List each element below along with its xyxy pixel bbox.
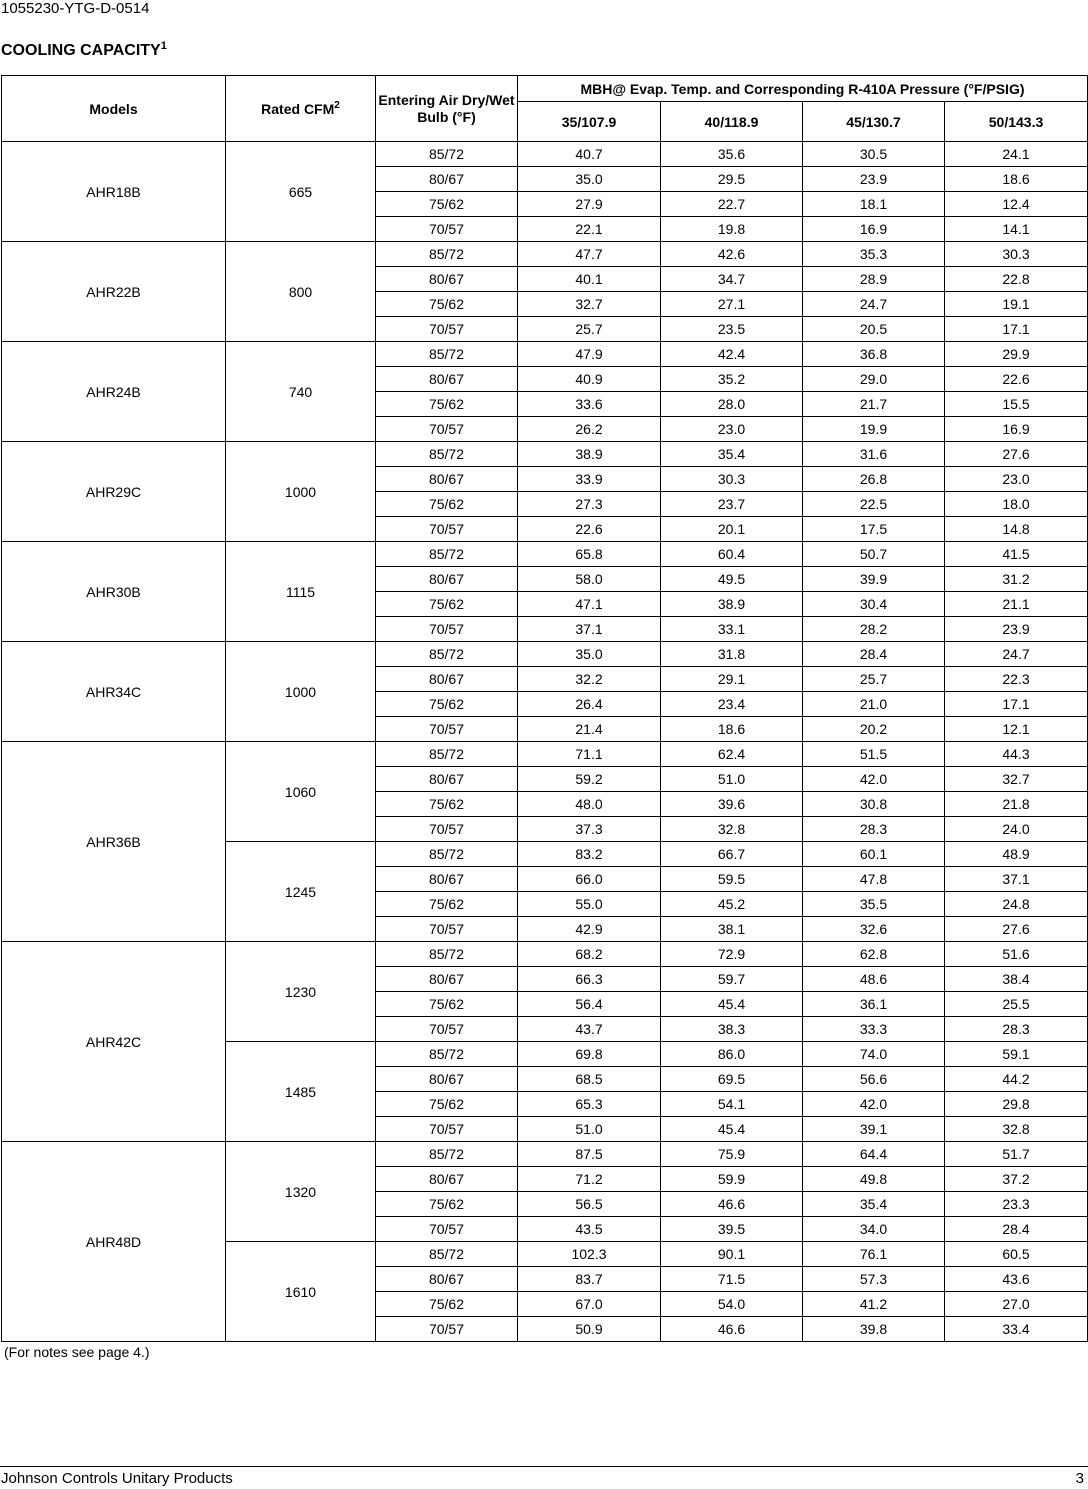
mbh-value-cell: 67.0 <box>518 1292 661 1317</box>
mbh-value-cell: 37.3 <box>518 817 661 842</box>
rated-cfm-cell: 1000 <box>226 642 376 742</box>
rated-cfm-cell: 800 <box>226 242 376 342</box>
mbh-value-cell: 27.6 <box>945 442 1088 467</box>
entering-air-cell: 85/72 <box>376 1042 518 1067</box>
mbh-value-cell: 26.2 <box>518 417 661 442</box>
mbh-value-cell: 90.1 <box>661 1242 803 1267</box>
entering-air-cell: 75/62 <box>376 1292 518 1317</box>
mbh-value-cell: 18.1 <box>803 192 945 217</box>
mbh-value-cell: 31.2 <box>945 567 1088 592</box>
model-cell: AHR24B <box>2 342 226 442</box>
mbh-value-cell: 14.8 <box>945 517 1088 542</box>
entering-air-cell: 85/72 <box>376 242 518 267</box>
mbh-value-cell: 43.6 <box>945 1267 1088 1292</box>
rated-cfm-footnote-marker: 2 <box>334 99 340 111</box>
model-cell: AHR29C <box>2 442 226 542</box>
mbh-value-cell: 42.0 <box>803 1092 945 1117</box>
mbh-value-cell: 71.1 <box>518 742 661 767</box>
mbh-value-cell: 24.7 <box>803 292 945 317</box>
mbh-value-cell: 30.5 <box>803 142 945 167</box>
mbh-value-cell: 19.1 <box>945 292 1088 317</box>
mbh-value-cell: 45.2 <box>661 892 803 917</box>
mbh-value-cell: 35.2 <box>661 367 803 392</box>
mbh-value-cell: 21.4 <box>518 717 661 742</box>
mbh-value-cell: 24.8 <box>945 892 1088 917</box>
mbh-value-cell: 50.9 <box>518 1317 661 1342</box>
table-row <box>2 342 1088 367</box>
mbh-value-cell: 29.1 <box>661 667 803 692</box>
entering-air-cell: 85/72 <box>376 1142 518 1167</box>
mbh-value-cell: 48.9 <box>945 842 1088 867</box>
mbh-value-cell: 29.5 <box>661 167 803 192</box>
mbh-value-cell: 42.9 <box>518 917 661 942</box>
mbh-value-cell: 47.8 <box>803 867 945 892</box>
mbh-value-cell: 20.2 <box>803 717 945 742</box>
mbh-value-cell: 34.0 <box>803 1217 945 1242</box>
model-cell: AHR48D <box>2 1142 226 1342</box>
mbh-value-cell: 22.6 <box>945 367 1088 392</box>
mbh-value-cell: 32.8 <box>661 817 803 842</box>
mbh-value-cell: 51.0 <box>518 1117 661 1142</box>
mbh-value-cell: 25.7 <box>518 317 661 342</box>
footer-company: Johnson Controls Unitary Products <box>1 1470 233 1487</box>
mbh-value-cell: 29.0 <box>803 367 945 392</box>
mbh-value-cell: 33.4 <box>945 1317 1088 1342</box>
mbh-value-cell: 30.3 <box>945 242 1088 267</box>
mbh-value-cell: 40.7 <box>518 142 661 167</box>
mbh-value-cell: 46.6 <box>661 1192 803 1217</box>
mbh-value-cell: 62.4 <box>661 742 803 767</box>
mbh-value-cell: 30.8 <box>803 792 945 817</box>
mbh-value-cell: 28.0 <box>661 392 803 417</box>
entering-air-cell: 85/72 <box>376 342 518 367</box>
table-row <box>2 542 1088 567</box>
mbh-value-cell: 40.9 <box>518 367 661 392</box>
mbh-value-cell: 42.6 <box>661 242 803 267</box>
table-row <box>2 942 1088 967</box>
entering-air-cell: 70/57 <box>376 517 518 542</box>
mbh-value-cell: 27.1 <box>661 292 803 317</box>
mbh-value-cell: 46.6 <box>661 1317 803 1342</box>
mbh-value-cell: 51.5 <box>803 742 945 767</box>
entering-air-cell: 80/67 <box>376 1067 518 1092</box>
mbh-value-cell: 56.6 <box>803 1067 945 1092</box>
mbh-value-cell: 66.7 <box>661 842 803 867</box>
mbh-value-cell: 23.0 <box>661 417 803 442</box>
entering-air-cell: 70/57 <box>376 1217 518 1242</box>
mbh-value-cell: 38.9 <box>518 442 661 467</box>
mbh-value-cell: 45.4 <box>661 992 803 1017</box>
mbh-value-cell: 54.1 <box>661 1092 803 1117</box>
entering-air-cell: 80/67 <box>376 767 518 792</box>
mbh-value-cell: 31.6 <box>803 442 945 467</box>
entering-air-cell: 70/57 <box>376 717 518 742</box>
mbh-value-cell: 36.8 <box>803 342 945 367</box>
mbh-value-cell: 28.4 <box>803 642 945 667</box>
mbh-value-cell: 28.3 <box>803 817 945 842</box>
mbh-value-cell: 27.9 <box>518 192 661 217</box>
mbh-value-cell: 57.3 <box>803 1267 945 1292</box>
mbh-value-cell: 32.2 <box>518 667 661 692</box>
header-models: Models <box>2 76 226 142</box>
mbh-value-cell: 45.4 <box>661 1117 803 1142</box>
mbh-value-cell: 51.0 <box>661 767 803 792</box>
mbh-value-cell: 20.5 <box>803 317 945 342</box>
mbh-value-cell: 25.5 <box>945 992 1088 1017</box>
entering-air-cell: 85/72 <box>376 542 518 567</box>
mbh-value-cell: 22.8 <box>945 267 1088 292</box>
mbh-value-cell: 23.4 <box>661 692 803 717</box>
mbh-value-cell: 22.3 <box>945 667 1088 692</box>
mbh-value-cell: 21.7 <box>803 392 945 417</box>
entering-air-cell: 75/62 <box>376 592 518 617</box>
entering-air-cell: 70/57 <box>376 217 518 242</box>
mbh-value-cell: 26.8 <box>803 467 945 492</box>
model-cell: AHR42C <box>2 942 226 1142</box>
mbh-value-cell: 102.3 <box>518 1242 661 1267</box>
mbh-value-cell: 59.7 <box>661 967 803 992</box>
entering-air-cell: 75/62 <box>376 392 518 417</box>
rated-cfm-cell: 1060 <box>226 742 376 842</box>
header-row-1 <box>2 76 1088 102</box>
mbh-value-cell: 37.1 <box>945 867 1088 892</box>
mbh-value-cell: 35.3 <box>803 242 945 267</box>
mbh-value-cell: 49.5 <box>661 567 803 592</box>
rated-cfm-cell: 1610 <box>226 1242 376 1342</box>
footer-page-number: 3 <box>1075 1470 1084 1487</box>
mbh-value-cell: 23.7 <box>661 492 803 517</box>
mbh-value-cell: 20.1 <box>661 517 803 542</box>
mbh-value-cell: 86.0 <box>661 1042 803 1067</box>
mbh-value-cell: 18.0 <box>945 492 1088 517</box>
mbh-value-cell: 35.4 <box>803 1192 945 1217</box>
mbh-value-cell: 32.7 <box>945 767 1088 792</box>
entering-air-cell: 70/57 <box>376 817 518 842</box>
table-body <box>2 142 1088 1342</box>
mbh-value-cell: 40.1 <box>518 267 661 292</box>
mbh-value-cell: 35.4 <box>661 442 803 467</box>
entering-air-cell: 85/72 <box>376 942 518 967</box>
mbh-value-cell: 28.2 <box>803 617 945 642</box>
header-temp-45: 45/130.7 <box>803 102 945 142</box>
rated-cfm-cell: 1320 <box>226 1142 376 1242</box>
mbh-value-cell: 60.5 <box>945 1242 1088 1267</box>
mbh-value-cell: 27.6 <box>945 917 1088 942</box>
model-cell: AHR34C <box>2 642 226 742</box>
mbh-value-cell: 69.8 <box>518 1042 661 1067</box>
mbh-value-cell: 65.8 <box>518 542 661 567</box>
entering-air-cell: 75/62 <box>376 792 518 817</box>
title-text: COOLING CAPACITY <box>1 42 161 59</box>
mbh-value-cell: 60.4 <box>661 542 803 567</box>
entering-air-cell: 80/67 <box>376 967 518 992</box>
table-row <box>2 742 1088 767</box>
mbh-value-cell: 47.9 <box>518 342 661 367</box>
page-title <box>1 42 167 60</box>
entering-air-cell: 70/57 <box>376 1317 518 1342</box>
mbh-value-cell: 42.0 <box>803 767 945 792</box>
mbh-value-cell: 74.0 <box>803 1042 945 1067</box>
footer-divider <box>0 1466 1088 1467</box>
entering-air-cell: 80/67 <box>376 667 518 692</box>
mbh-value-cell: 22.6 <box>518 517 661 542</box>
mbh-value-cell: 27.3 <box>518 492 661 517</box>
mbh-value-cell: 28.9 <box>803 267 945 292</box>
entering-air-cell: 85/72 <box>376 1242 518 1267</box>
mbh-value-cell: 33.1 <box>661 617 803 642</box>
mbh-value-cell: 14.1 <box>945 217 1088 242</box>
entering-air-cell: 80/67 <box>376 1167 518 1192</box>
mbh-value-cell: 15.5 <box>945 392 1088 417</box>
mbh-value-cell: 51.6 <box>945 942 1088 967</box>
mbh-value-cell: 51.7 <box>945 1142 1088 1167</box>
rated-cfm-cell: 1230 <box>226 942 376 1042</box>
mbh-value-cell: 33.3 <box>803 1017 945 1042</box>
mbh-value-cell: 55.0 <box>518 892 661 917</box>
mbh-value-cell: 39.1 <box>803 1117 945 1142</box>
mbh-value-cell: 23.5 <box>661 317 803 342</box>
mbh-value-cell: 21.8 <box>945 792 1088 817</box>
mbh-value-cell: 19.9 <box>803 417 945 442</box>
mbh-value-cell: 87.5 <box>518 1142 661 1167</box>
mbh-value-cell: 43.5 <box>518 1217 661 1242</box>
mbh-value-cell: 59.1 <box>945 1042 1088 1067</box>
entering-air-cell: 70/57 <box>376 917 518 942</box>
header-mbh-group: MBH@ Evap. Temp. and Corresponding R-410A Pressure (°F/PSIG) <box>518 76 1088 102</box>
entering-air-cell: 75/62 <box>376 492 518 517</box>
rated-cfm-cell: 1115 <box>226 542 376 642</box>
mbh-value-cell: 16.9 <box>945 417 1088 442</box>
entering-air-cell: 75/62 <box>376 1192 518 1217</box>
mbh-value-cell: 34.7 <box>661 267 803 292</box>
mbh-value-cell: 22.5 <box>803 492 945 517</box>
entering-air-cell: 75/62 <box>376 992 518 1017</box>
mbh-value-cell: 59.5 <box>661 867 803 892</box>
mbh-value-cell: 71.2 <box>518 1167 661 1192</box>
entering-air-cell: 75/62 <box>376 1092 518 1117</box>
entering-air-cell: 70/57 <box>376 617 518 642</box>
mbh-value-cell: 59.2 <box>518 767 661 792</box>
mbh-value-cell: 38.4 <box>945 967 1088 992</box>
header-entering-air: Entering Air Dry/Wet Bulb (°F) <box>376 76 518 142</box>
mbh-value-cell: 39.5 <box>661 1217 803 1242</box>
mbh-value-cell: 66.3 <box>518 967 661 992</box>
mbh-value-cell: 54.0 <box>661 1292 803 1317</box>
mbh-value-cell: 23.0 <box>945 467 1088 492</box>
table-row <box>2 242 1088 267</box>
mbh-value-cell: 24.0 <box>945 817 1088 842</box>
mbh-value-cell: 47.1 <box>518 592 661 617</box>
mbh-value-cell: 35.0 <box>518 642 661 667</box>
entering-air-cell: 80/67 <box>376 567 518 592</box>
notes-reference: (For notes see page 4.) <box>4 1344 150 1360</box>
mbh-value-cell: 24.7 <box>945 642 1088 667</box>
header-temp-35: 35/107.9 <box>518 102 661 142</box>
model-cell: AHR30B <box>2 542 226 642</box>
mbh-value-cell: 56.5 <box>518 1192 661 1217</box>
mbh-value-cell: 28.4 <box>945 1217 1088 1242</box>
entering-air-cell: 85/72 <box>376 642 518 667</box>
entering-air-cell: 80/67 <box>376 367 518 392</box>
mbh-value-cell: 37.2 <box>945 1167 1088 1192</box>
title-footnote-marker: 1 <box>160 40 167 52</box>
mbh-value-cell: 64.4 <box>803 1142 945 1167</box>
mbh-value-cell: 30.4 <box>803 592 945 617</box>
mbh-value-cell: 59.9 <box>661 1167 803 1192</box>
entering-air-cell: 75/62 <box>376 692 518 717</box>
entering-air-cell: 80/67 <box>376 867 518 892</box>
mbh-value-cell: 68.5 <box>518 1067 661 1092</box>
mbh-value-cell: 33.6 <box>518 392 661 417</box>
mbh-value-cell: 23.9 <box>945 617 1088 642</box>
mbh-value-cell: 32.6 <box>803 917 945 942</box>
mbh-value-cell: 23.9 <box>803 167 945 192</box>
table-row <box>2 1142 1088 1167</box>
entering-air-cell: 70/57 <box>376 417 518 442</box>
mbh-value-cell: 33.9 <box>518 467 661 492</box>
mbh-value-cell: 36.1 <box>803 992 945 1017</box>
mbh-value-cell: 39.6 <box>661 792 803 817</box>
entering-air-cell: 85/72 <box>376 442 518 467</box>
mbh-value-cell: 71.5 <box>661 1267 803 1292</box>
mbh-value-cell: 72.9 <box>661 942 803 967</box>
entering-air-cell: 80/67 <box>376 267 518 292</box>
mbh-value-cell: 32.8 <box>945 1117 1088 1142</box>
mbh-value-cell: 76.1 <box>803 1242 945 1267</box>
table-row <box>2 442 1088 467</box>
cooling-capacity-table <box>1 75 1088 1342</box>
mbh-value-cell: 48.0 <box>518 792 661 817</box>
entering-air-cell: 70/57 <box>376 317 518 342</box>
mbh-value-cell: 29.8 <box>945 1092 1088 1117</box>
mbh-value-cell: 12.4 <box>945 192 1088 217</box>
mbh-value-cell: 12.1 <box>945 717 1088 742</box>
mbh-value-cell: 58.0 <box>518 567 661 592</box>
mbh-value-cell: 24.1 <box>945 142 1088 167</box>
mbh-value-cell: 29.9 <box>945 342 1088 367</box>
mbh-value-cell: 41.2 <box>803 1292 945 1317</box>
mbh-value-cell: 22.7 <box>661 192 803 217</box>
entering-air-cell: 70/57 <box>376 1117 518 1142</box>
rated-cfm-cell: 665 <box>226 142 376 242</box>
mbh-value-cell: 75.9 <box>661 1142 803 1167</box>
mbh-value-cell: 39.8 <box>803 1317 945 1342</box>
mbh-value-cell: 18.6 <box>661 717 803 742</box>
mbh-value-cell: 44.2 <box>945 1067 1088 1092</box>
mbh-value-cell: 30.3 <box>661 467 803 492</box>
mbh-value-cell: 44.3 <box>945 742 1088 767</box>
rated-cfm-cell: 1000 <box>226 442 376 542</box>
mbh-value-cell: 60.1 <box>803 842 945 867</box>
mbh-value-cell: 56.4 <box>518 992 661 1017</box>
mbh-value-cell: 68.2 <box>518 942 661 967</box>
entering-air-cell: 80/67 <box>376 467 518 492</box>
mbh-value-cell: 65.3 <box>518 1092 661 1117</box>
mbh-value-cell: 19.8 <box>661 217 803 242</box>
table-row <box>2 642 1088 667</box>
mbh-value-cell: 37.1 <box>518 617 661 642</box>
mbh-value-cell: 22.1 <box>518 217 661 242</box>
mbh-value-cell: 38.1 <box>661 917 803 942</box>
entering-air-cell: 85/72 <box>376 842 518 867</box>
mbh-value-cell: 16.9 <box>803 217 945 242</box>
mbh-value-cell: 48.6 <box>803 967 945 992</box>
mbh-value-cell: 17.5 <box>803 517 945 542</box>
mbh-value-cell: 32.7 <box>518 292 661 317</box>
entering-air-cell: 80/67 <box>376 1267 518 1292</box>
document-id: 1055230-YTG-D-0514 <box>1 0 150 17</box>
header-temp-40: 40/118.9 <box>661 102 803 142</box>
entering-air-cell: 75/62 <box>376 892 518 917</box>
entering-air-cell: 70/57 <box>376 1017 518 1042</box>
mbh-value-cell: 66.0 <box>518 867 661 892</box>
mbh-value-cell: 23.3 <box>945 1192 1088 1217</box>
mbh-value-cell: 83.7 <box>518 1267 661 1292</box>
header-rated-cfm-text: Rated CFM <box>261 100 335 117</box>
mbh-value-cell: 38.9 <box>661 592 803 617</box>
model-cell: AHR36B <box>2 742 226 942</box>
mbh-value-cell: 21.1 <box>945 592 1088 617</box>
mbh-value-cell: 17.1 <box>945 692 1088 717</box>
mbh-value-cell: 27.0 <box>945 1292 1088 1317</box>
mbh-value-cell: 62.8 <box>803 942 945 967</box>
mbh-value-cell: 35.6 <box>661 142 803 167</box>
mbh-value-cell: 39.9 <box>803 567 945 592</box>
mbh-value-cell: 26.4 <box>518 692 661 717</box>
entering-air-cell: 85/72 <box>376 142 518 167</box>
rated-cfm-cell: 1485 <box>226 1042 376 1142</box>
mbh-value-cell: 42.4 <box>661 342 803 367</box>
model-cell: AHR22B <box>2 242 226 342</box>
mbh-value-cell: 31.8 <box>661 642 803 667</box>
mbh-value-cell: 35.0 <box>518 167 661 192</box>
mbh-value-cell: 47.7 <box>518 242 661 267</box>
entering-air-cell: 75/62 <box>376 292 518 317</box>
mbh-value-cell: 21.0 <box>803 692 945 717</box>
mbh-value-cell: 50.7 <box>803 542 945 567</box>
mbh-value-cell: 18.6 <box>945 167 1088 192</box>
model-cell: AHR18B <box>2 142 226 242</box>
entering-air-cell: 75/62 <box>376 192 518 217</box>
entering-air-cell: 85/72 <box>376 742 518 767</box>
mbh-value-cell: 69.5 <box>661 1067 803 1092</box>
mbh-value-cell: 43.7 <box>518 1017 661 1042</box>
mbh-value-cell: 41.5 <box>945 542 1088 567</box>
mbh-value-cell: 17.1 <box>945 317 1088 342</box>
mbh-value-cell: 38.3 <box>661 1017 803 1042</box>
rated-cfm-cell: 740 <box>226 342 376 442</box>
header-temp-50: 50/143.3 <box>945 102 1088 142</box>
header-rated-cfm <box>226 76 376 142</box>
table-row <box>2 142 1088 167</box>
mbh-value-cell: 49.8 <box>803 1167 945 1192</box>
rated-cfm-cell: 1245 <box>226 842 376 942</box>
mbh-value-cell: 25.7 <box>803 667 945 692</box>
mbh-value-cell: 83.2 <box>518 842 661 867</box>
entering-air-cell: 80/67 <box>376 167 518 192</box>
mbh-value-cell: 35.5 <box>803 892 945 917</box>
mbh-value-cell: 28.3 <box>945 1017 1088 1042</box>
